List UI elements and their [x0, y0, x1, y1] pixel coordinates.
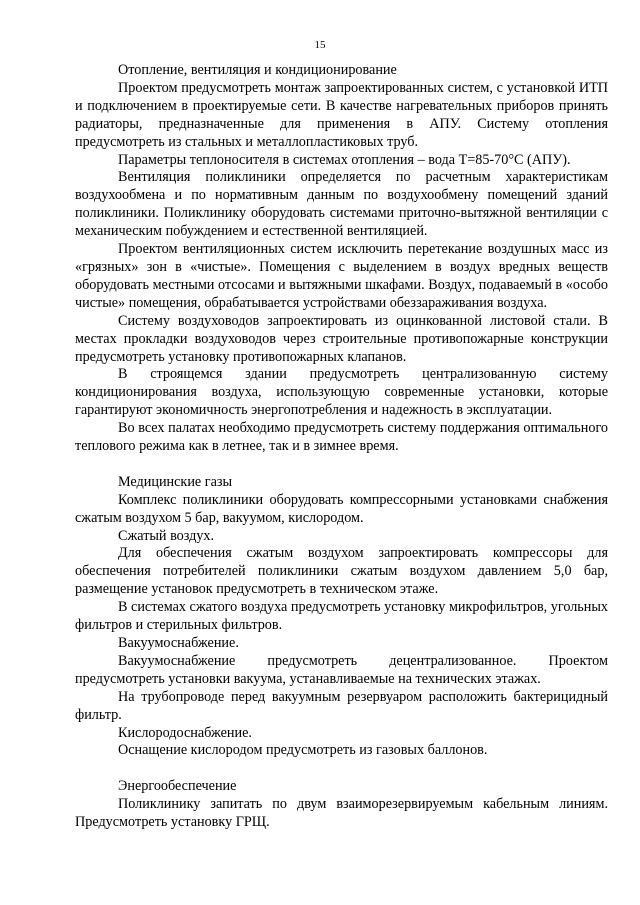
section-heading-heating-ventilation: Отопление, вентиляция и кондиционирование — [118, 62, 397, 78]
paragraph-power-lines: Поликлинику запитать по двум взаиморезервируемым кабельным линиям. Предусмотреть установку ГРЩ. — [75, 796, 608, 831]
paragraph-filters: В системах сжатого воздуха предусмотреть установку микрофильтров, угольных фильтров и стерильных фильтров. — [75, 599, 608, 634]
section-heading-power-supply: Энергообеспечение — [118, 778, 237, 795]
paragraph-oxygen-cylinders: Оснащение кислородом предусмотреть из газовых баллонов. — [118, 742, 488, 759]
paragraph-heating-systems: Проектом предусмотреть монтаж запроектированных систем, с установкой ИТП и подключением в проектируемые сети. В качестве нагревательных приборов принять радиаторы, предназначенные для применения в АПУ. Систему отопления предусмотреть из стальных и металлопластиковых труб. — [75, 79, 608, 150]
paragraph-air-conditioning: В строящемся здании предусмотреть централизованную систему кондиционирования воздуха, использующую современные установки, которые гарантируют экономичность энергопотребления и надежность в эксплуатации. — [75, 366, 608, 419]
paragraph-vacuum-units: Вакуумоснабжение предусмотреть децентрализованное. Проектом предусмотреть установки вакуума, устанавливаемые на технических этажах. — [75, 652, 608, 687]
subheading-compressed-air: Сжатый воздух. — [118, 527, 215, 544]
subheading-oxygen-supply: Кислородоснабжение. — [118, 724, 252, 741]
section-heading-medical-gases: Медицинские газы — [118, 473, 233, 490]
paragraph-thermal-regime: Во всех палатах необходимо предусмотреть систему поддержания оптимального теплового режима как в летнее, так и в зимнее время. — [75, 420, 608, 455]
document-body — [75, 62, 608, 832]
paragraph-air-flow-zones: Проектом вентиляционных систем исключить перетекание воздушных масс из «грязных» зон в «чистые». Помещения с выделением в воздух вредных веществ оборудовать местными отсосами и вытяжными шкафами. Воздух, подаваемый в «особо чистые» помещения, обрабатывается устройствами обеззараживания воздуха. — [75, 241, 608, 311]
page-number: 15 — [314, 39, 326, 51]
subheading-vacuum-supply: Вакуумоснабжение. — [118, 634, 239, 651]
paragraph-air-ducts: Систему воздуховодов запроектировать из оцинкованной листовой стали. В местах прокладки воздуховодов через строительные противопожарные конструкции предусмотреть установку противопожарных клапанов. — [75, 312, 608, 365]
paragraph-coolant-parameters: Параметры теплоносителя в системах отопления – вода Т=85-70°С (АПУ). — [118, 151, 571, 168]
paragraph-compressors: Для обеспечения сжатым воздухом запроектировать компрессоры для обеспечения потребителей поликлиники сжатым воздухом давлением 5,0 бар, размещение установок предусмотреть в техническом этаже. — [75, 545, 608, 598]
paragraph-bactericidal-filter: На трубопроводе перед вакуумным резервуаром расположить бактерицидный фильтр. — [75, 688, 608, 723]
paragraph-ventilation: Вентиляция поликлиники определяется по расчетным характеристикам воздухообмена и по нормативным данным по воздухообмену помещений зданий поликлиники. Поликлинику оборудовать системами приточно-вытяжной вентиляции с механическим побуждением и естественной вентиляцией. — [75, 169, 608, 240]
paragraph-compressor-units: Комплекс поликлиники оборудовать компрессорными установками снабжения сжатым воздухом 5 бар, вакуумом, кислородом. — [75, 491, 608, 526]
